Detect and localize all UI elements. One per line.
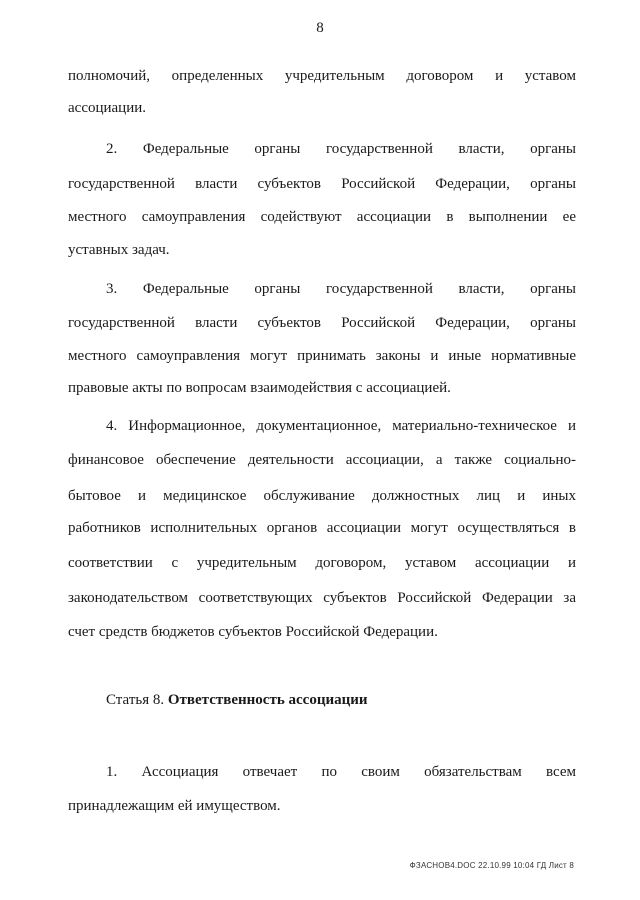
- text-line: полномочий, определенных учредительным договором и уставом: [68, 68, 576, 84]
- text-line: правовые акты по вопросам взаимодействия с ассоциацией.: [68, 380, 451, 396]
- text-line: местного самоуправления содействуют ассоциации в выполнении ее: [68, 209, 576, 225]
- article-title: Ответственность ассоциации: [167, 692, 368, 708]
- text-line: соответствии с учредительным договором, уставом ассоциации и: [68, 555, 576, 571]
- text-line: работников исполнительных органов ассоциации могут осуществляться в: [68, 520, 576, 536]
- article-heading: [106, 690, 576, 710]
- text-line: финансовое обеспечение деятельности ассоциации, а также социально-: [68, 452, 576, 468]
- text-line: местного самоуправления могут принимать законы и иные нормативные: [68, 348, 576, 364]
- page-number: 8: [316, 20, 324, 36]
- text-line: бытовое и медицинское обслуживание должностных лиц и иных: [68, 488, 576, 504]
- document-footer: ФЗАСНОВ4.DOC 22.10.99 10:04 ГД Лист 8: [409, 861, 574, 870]
- text-line: уставных задач.: [68, 242, 170, 258]
- text-line: принадлежащим ей имуществом.: [68, 798, 281, 814]
- text-line: государственной власти субъектов Российской Федерации, органы: [68, 315, 576, 331]
- text-line: 1. Ассоциация отвечает по своим обязательствам всем: [106, 764, 576, 780]
- text-line: 3. Федеральные органы государственной власти, органы: [106, 281, 576, 297]
- text-line: государственной власти субъектов Российской Федерации, органы: [68, 176, 576, 192]
- article-number: Статья 8.: [106, 692, 168, 708]
- text-line: законодательством соответствующих субъектов Российской Федерации за: [68, 590, 576, 606]
- text-line: счет средств бюджетов субъектов Российской Федерации.: [68, 624, 438, 640]
- text-line: ассоциации.: [68, 100, 147, 116]
- text-line: 2. Федеральные органы государственной власти, органы: [106, 141, 576, 157]
- text-line: 4. Информационное, документационное, материально-техническое и: [106, 418, 576, 434]
